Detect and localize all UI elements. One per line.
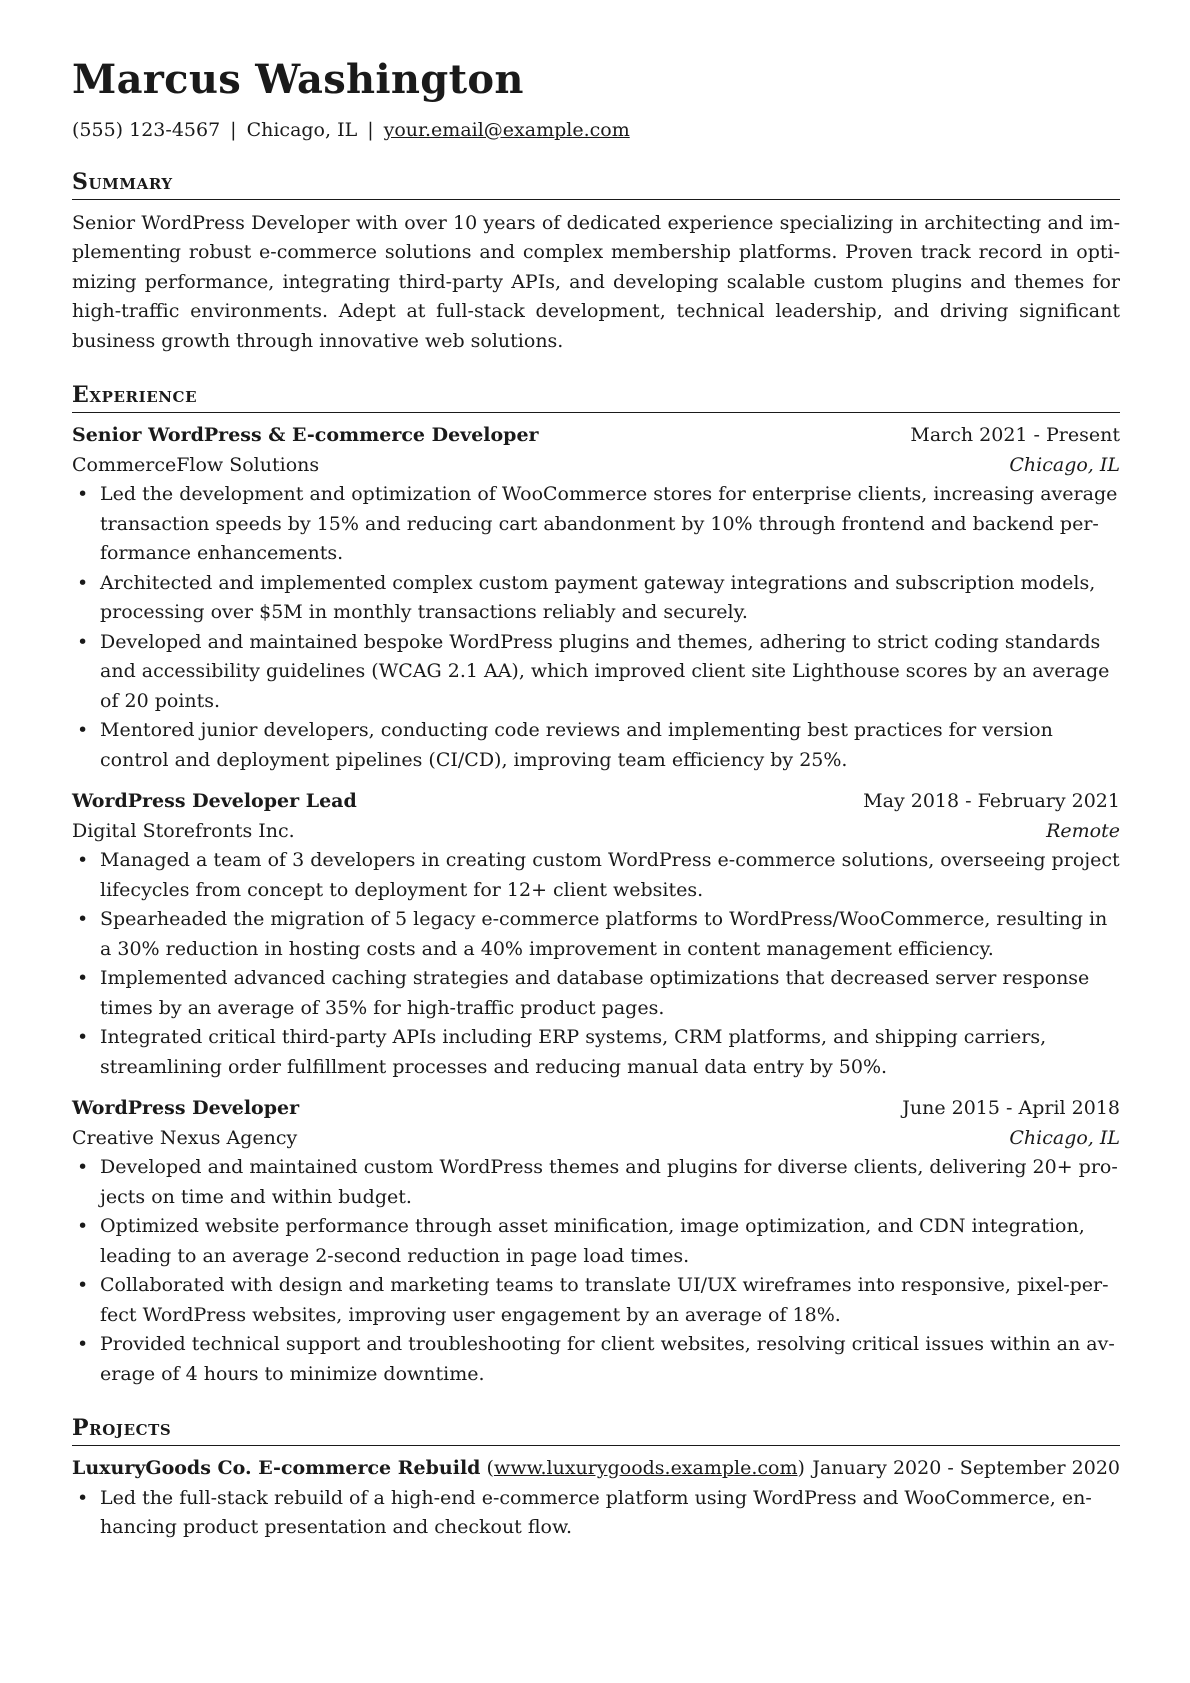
project-title: LuxuryGoods Co. E-commerce Rebuild [72,1457,481,1480]
company-name: Digital Storefronts Inc. [72,819,295,842]
bullet-item [72,1212,1120,1271]
bullet-item [72,905,1120,964]
job-title: WordPress Developer Lead [72,790,357,813]
bullet-dot: • [77,483,89,506]
job-location: Remote [1046,819,1120,842]
contact-line [72,118,1120,143]
bullet-dot: • [77,1486,89,1509]
bullet-text: Developed and maintained bespoke WordPress plugins and themes, adhering to strict coding standards and accessibility guidelines (WCAG 2.1 AA), which improved client site Lighthouse scores by an average of 20 points. [100,630,1110,712]
experience-heading: Experience [72,382,1120,413]
bullet-text: Integrated critical third-party APIs including ERP systems, CRM platforms, and shipping carriers, streamlining order fulfillment processes and reducing manual data entry by 50%. [100,1026,1047,1078]
job-bullets [72,846,1120,1082]
company-name: CommerceFlow Solutions [72,453,320,476]
bullet-text: Provided technical support and troubleshooting for client websites, resolving critical issues within an average of 4 hours to minimize downtime. [100,1333,1115,1385]
bullet-dot: • [77,849,89,872]
contact-separator: | [230,119,237,141]
bullet-text: Spearheaded the migration of 5 legacy e-commerce platforms to WordPress/WooCommerce, resulting in a 30% reduction in hosting costs and a 40% improvement in content management efficiency. [100,908,1108,960]
bullet-dot: • [77,571,89,594]
job-entry [72,421,1120,775]
job-dates: March 2021 - Present [910,424,1120,447]
bullet-dot: • [77,1274,89,1297]
bullet-text: Led the full-stack rebuild of a high-end e-commerce platform using WordPress and WooCommerce, enhancing product presentation and checkout flow. [100,1486,1092,1539]
bullet-dot: • [77,1215,89,1238]
job-dates: May 2018 - February 2021 [863,790,1120,813]
bullet-item [72,480,1120,569]
resume-page [72,58,1120,1543]
company-name: Creative Nexus Agency [72,1126,298,1149]
bullet-item [72,1023,1120,1082]
summary-heading: Summary [72,169,1120,200]
email-link[interactable]: your.email@example.com [383,119,630,141]
bullet-item [72,1271,1120,1330]
bullet-item [72,846,1120,905]
bullet-dot: • [77,630,89,653]
contact-separator: | [367,119,374,141]
job-dates: June 2015 - April 2018 [902,1097,1120,1120]
job-bullets [72,1153,1120,1389]
bullet-text: Architected and implemented complex custom payment gateway integrations and subscription models, processing over $5M in monthly transactions reliably and securely. [100,571,1096,624]
job-location: Chicago, IL [1009,453,1120,476]
bullet-item [72,1330,1120,1389]
bullet-item [72,569,1120,628]
project-link-wrapper: (www.luxurygoods.example.com) [486,1457,805,1480]
bullet-text: Optimized website performance through asset minification, image optimization, and CDN integration, leading to an average 2-second reduction in page load times. [100,1215,1085,1267]
bullet-item [72,1484,1120,1543]
job-title: WordPress Developer [72,1097,300,1120]
bullet-item [72,964,1120,1023]
projects-list [72,1454,1120,1543]
experience-list [72,421,1120,1389]
bullet-item [72,1153,1120,1212]
project-bullets [72,1484,1120,1543]
phone-number: (555) 123-4567 [72,119,221,141]
bullet-item [72,628,1120,717]
bullet-dot: • [77,967,89,990]
project-link[interactable]: www.luxurygoods.example.com [493,1457,798,1480]
bullet-dot: • [77,719,89,742]
bullet-text: Mentored junior developers, conducting code reviews and implementing best practices for version control and deployment pipelines (CI/CD), improving team efficiency by 25%. [100,719,1053,771]
bullet-dot: • [77,1156,89,1179]
projects-heading: Projects [72,1415,1120,1446]
bullet-dot: • [77,1026,89,1049]
job-title: Senior WordPress & E-commerce Developer [72,424,539,447]
bullet-text: Collaborated with design and marketing teams to translate UI/UX wireframes into responsive, pixel-perfect WordPress websites, improving user engagement by an average of 18%. [100,1274,1109,1326]
bullet-text: Developed and maintained custom WordPress themes and plugins for diverse clients, delivering 20+ projects on time and within budget. [100,1156,1118,1208]
job-entry [72,1094,1120,1389]
bullet-text: Implemented advanced caching strategies and database optimizations that decreased server response times by an average of 35% for high-traffic product pages. [100,967,1090,1019]
summary-text: Senior WordPress Developer with over 10 years of dedicated experience specializing in architecting and implementing robust e-commerce solutions and complex membership platforms. Proven track record in optimizing performance, integrating third-party APIs, and developing scalable custom plugins and themes for high-traffic environments. Adept at full-stack development, technical leadership, and driving significant business growth through innovative web solutions. [72,211,1120,352]
project-dates: January 2020 - September 2020 [812,1457,1120,1480]
job-entry [72,787,1120,1082]
bullet-dot: • [77,1333,89,1356]
job-location: Chicago, IL [1009,1126,1120,1149]
bullet-text: Managed a team of 3 developers in creating custom WordPress e-commerce solutions, overseeing project lifecycles from concept to deployment for 12+ client websites. [100,849,1120,901]
location-text: Chicago, IL [246,119,358,141]
project-entry [72,1454,1120,1543]
bullet-text: Led the development and optimization of WooCommerce stores for enterprise clients, increasing average transaction speeds by 15% and reducing cart abandonment by 10% through frontend and backend performance enhancements. [100,483,1118,565]
job-bullets [72,480,1120,775]
bullet-dot: • [77,908,89,931]
bullet-item [72,716,1120,775]
candidate-name: Marcus Washington [72,56,524,103]
